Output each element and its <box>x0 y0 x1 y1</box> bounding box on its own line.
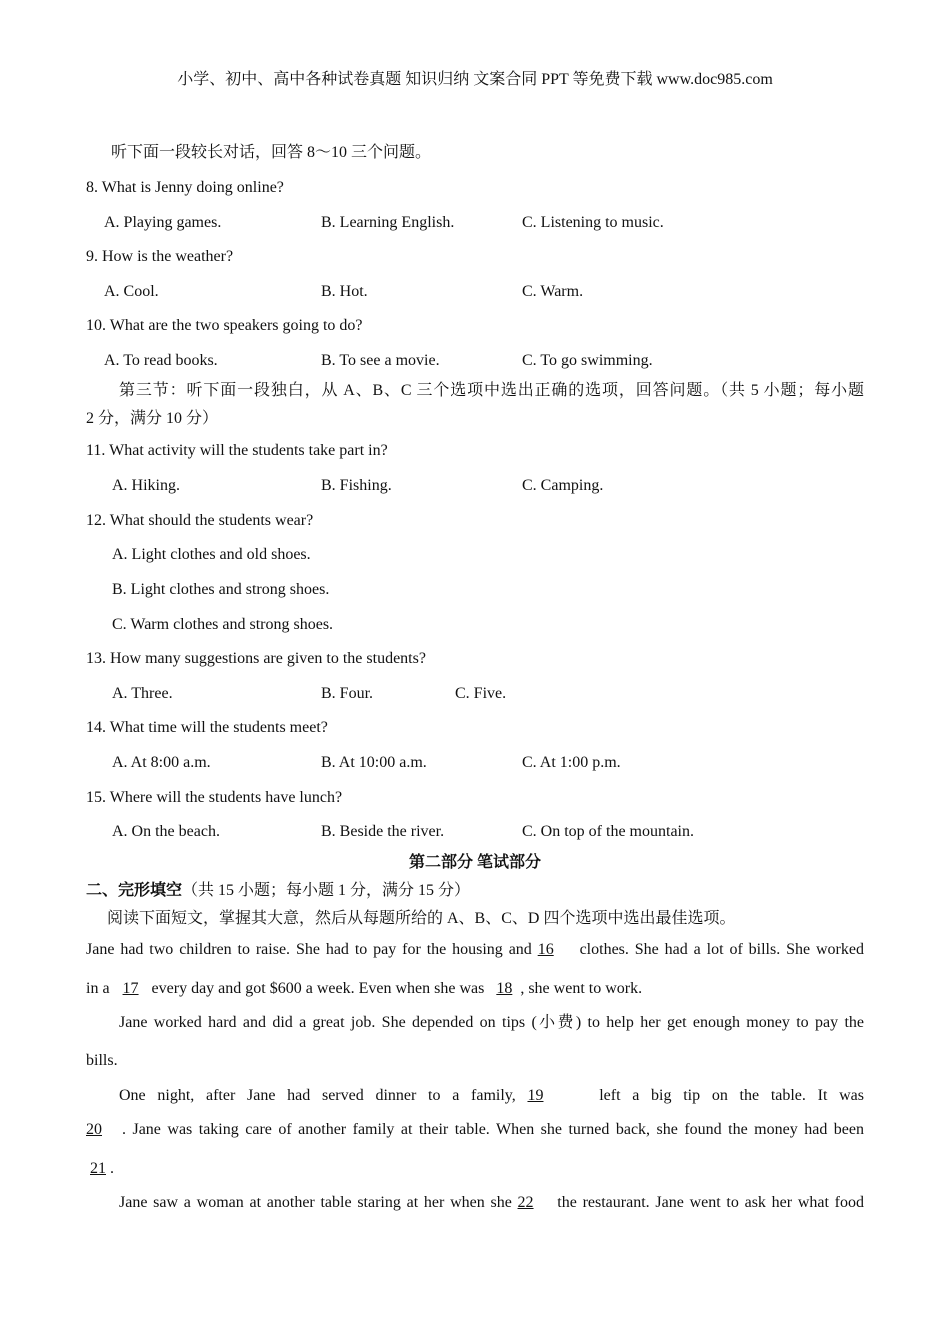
option-14-a: A. At 8:00 a.m. <box>112 754 211 771</box>
passage-text: clothes. She had a lot of bills. She worked <box>579 941 864 958</box>
option-14-c: C. At 1:00 p.m. <box>522 754 621 771</box>
passage-text: . Jane was taking care of another family at their table. When she turned back, she found the money had been <box>122 1121 864 1138</box>
passage-line-5 <box>119 1085 864 1107</box>
option-9-a: A. Cool. <box>104 283 159 300</box>
part2-title: 第二部分 笔试部分 <box>408 854 541 871</box>
option-9-c: C. Warm. <box>522 283 584 300</box>
passage-text: , she went to work. <box>520 980 643 997</box>
option-11-b: B. Fishing. <box>321 477 392 494</box>
option-12-a: A. Light clothes and old shoes. <box>112 546 311 563</box>
blank-19: 19 <box>527 1087 544 1104</box>
passage-line-6 <box>86 1119 864 1141</box>
passage-line-1 <box>86 939 864 961</box>
option-9-b: B. Hot. <box>321 283 368 300</box>
blank-20: 20 <box>86 1121 102 1138</box>
passage-text: every day and got $600 a week. Even when she was <box>151 980 485 997</box>
section3-instruction-line2: 2 分，满分 10 分） <box>86 410 219 427</box>
option-13-a: A. Three. <box>112 685 173 702</box>
option-12-c: C. Warm clothes and strong shoes. <box>112 616 334 633</box>
option-15-a: A. On the beach. <box>112 823 220 840</box>
cloze-heading: 二、完形填空 <box>86 882 183 899</box>
question-14: 14. What time will the students meet? <box>86 719 328 736</box>
passage-text: . <box>110 1160 114 1177</box>
option-11-c: C. Camping. <box>522 477 604 494</box>
option-13-c: C. Five. <box>455 685 507 702</box>
blank-16: 16 <box>537 941 554 958</box>
option-8-c: C. Listening to music. <box>522 214 664 231</box>
blank-22: 22 <box>517 1194 534 1211</box>
cloze-instruction: 阅读下面短文，掌握其大意，然后从每题所给的 A、B、C、D 四个选项中选出最佳选项。 <box>107 910 736 927</box>
question-10: 10. What are the two speakers going to do? <box>86 317 363 334</box>
option-13-b: B. Four. <box>321 685 374 702</box>
option-8-b: B. Learning English. <box>321 214 455 231</box>
passage-text: Jane saw a woman at another table staring at her when she <box>119 1194 512 1211</box>
blank-17: 17 <box>122 980 139 997</box>
passage-line-4: bills. <box>86 1052 118 1069</box>
blank-18: 18 <box>496 980 513 997</box>
passage-text: Jane had two children to raise. She had to pay for the housing and <box>86 941 532 958</box>
passage-line-3: Jane worked hard and did a great job. She depended on tips (小费) to help her get enough money to pay the <box>119 1014 864 1031</box>
cloze-heading-note: （共 15 小题；每小题 1 分，满分 15 分） <box>182 882 471 899</box>
passage-text: in a <box>86 980 110 997</box>
listening-intro-8-10: 听下面一段较长对话，回答 8～10 三个问题。 <box>111 144 432 161</box>
page-header: 小学、初中、高中各种试卷真题 知识归纳 文案合同 PPT 等免费下载 www.doc985.com <box>177 71 773 88</box>
option-15-c: C. On top of the mountain. <box>522 823 694 840</box>
option-12-b: B. Light clothes and strong shoes. <box>112 581 330 598</box>
option-10-a: A. To read books. <box>104 352 218 369</box>
question-15: 15. Where will the students have lunch? <box>86 789 343 806</box>
question-9: 9. How is the weather? <box>86 248 234 265</box>
option-14-b: B. At 10:00 a.m. <box>321 754 427 771</box>
section3-instruction-line1: 第三节：听下面一段独白，从 A、B、C 三个选项中选出正确的选项，回答问题。（共 5 小题；每小题 <box>119 382 864 399</box>
question-12: 12. What should the students wear? <box>86 512 314 529</box>
blank-21: 21 <box>90 1160 106 1177</box>
question-13: 13. How many suggestions are given to the students? <box>86 650 426 667</box>
passage-line-8 <box>119 1192 864 1214</box>
option-15-b: B. Beside the river. <box>321 823 445 840</box>
cloze-heading-line <box>86 880 470 902</box>
option-8-a: A. Playing games. <box>104 214 222 231</box>
question-11: 11. What activity will the students take part in? <box>86 442 388 459</box>
passage-text: One night, after Jane had served dinner to a family, <box>119 1087 516 1104</box>
passage-text: the restaurant. Jane went to ask her what food <box>557 1194 865 1211</box>
passage-line-7 <box>86 1158 114 1180</box>
option-10-c: C. To go swimming. <box>522 352 653 369</box>
passage-text: left a big tip on the table. It was <box>599 1087 865 1104</box>
passage-line-2 <box>86 978 642 1000</box>
option-11-a: A. Hiking. <box>112 477 180 494</box>
question-8: 8. What is Jenny doing online? <box>86 179 284 196</box>
option-10-b: B. To see a movie. <box>321 352 440 369</box>
